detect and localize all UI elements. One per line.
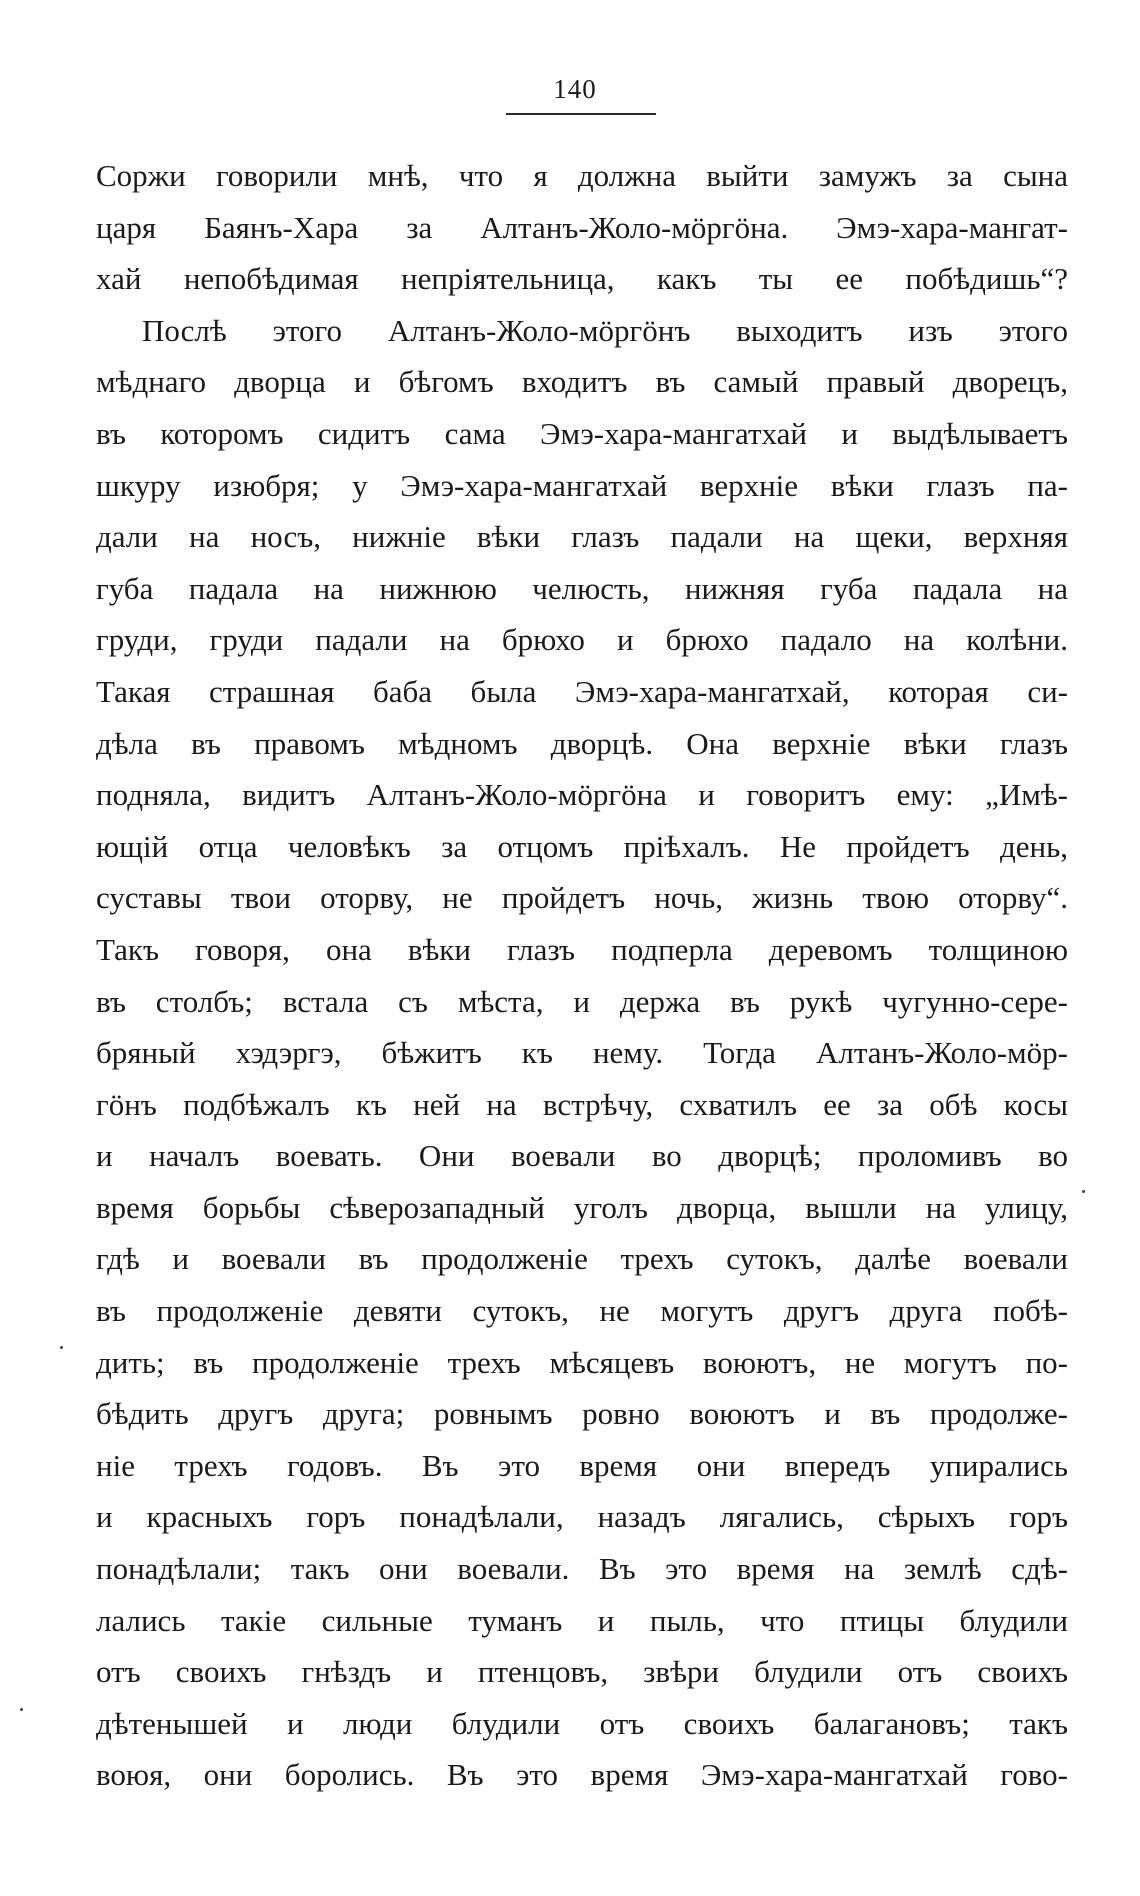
text-line: въ столбъ; встала съ мѣста, и держа въ рукѣ чугунно-сере-: [96, 983, 1068, 1019]
text-line: бряный хэдэргэ, бѣжитъ къ нему. Тогда Алтанъ-Жоло-мöр-: [96, 1035, 1068, 1071]
text-line: лались такіе сильные туманъ и пыль, что птицы блудили: [96, 1602, 1068, 1638]
text-line: и началъ воевать. Они воевали во дворцѣ; проломивъ во: [96, 1138, 1068, 1174]
text-line: губа падала на нижнюю челюсть, нижняя губа падала на: [96, 570, 1068, 606]
text-line: подняла, видитъ Алтанъ-Жоло-мöргöна и говоритъ ему: „Имѣ-: [96, 777, 1068, 813]
text-line: дѣтенышей и люди блудили отъ своихъ балагановъ; такъ: [96, 1705, 1068, 1741]
text-line: понадѣлали; такъ они воевали. Въ это время на землѣ сдѣ-: [96, 1551, 1068, 1587]
text-line: въ продолженіе девяти сутокъ, не могутъ другъ друга побѣ-: [96, 1293, 1068, 1329]
text-line: дить; въ продолженіе трехъ мѣсяцевъ воюютъ, не могутъ по-: [96, 1344, 1068, 1380]
scan-speck: [20, 1708, 23, 1711]
page-number-rule: [506, 113, 656, 115]
scan-speck: [60, 1346, 63, 1349]
text-line: груди, груди падали на брюхо и брюхо падало на колѣни.: [96, 622, 1068, 658]
text-line: царя Баянъ-Хара за Алтанъ-Жоло-мöргöна. Эмэ-хара-мангат-: [96, 209, 1068, 245]
text-line: ніе трехъ годовъ. Въ это время они впередъ упирались: [96, 1447, 1068, 1483]
text-line: дѣла въ правомъ мѣдномъ дворцѣ. Она верхніе вѣки глазъ: [96, 725, 1068, 761]
text-line: гдѣ и воевали въ продолженіе трехъ сутокъ, далѣе воевали: [96, 1241, 1068, 1277]
page-number: 140: [553, 74, 597, 104]
text-line: Такая страшная баба была Эмэ-хара-мангатхай, которая си-: [96, 673, 1068, 709]
text-line: Послѣ этого Алтанъ-Жоло-мöргöнъ выходитъ изъ этого: [142, 312, 1068, 348]
text-line: суставы твои оторву, не пройдетъ ночь, жизнь твою оторву“.: [96, 880, 1068, 916]
text-line: мѣднаго дворца и бѣгомъ входитъ въ самый правый дворецъ,: [96, 364, 1068, 400]
text-line: шкуру изюбря; у Эмэ-хара-мангатхай верхніе вѣки глазъ па-: [96, 467, 1068, 503]
text-line: Соржи говорили мнѣ, что я должна выйти замужъ за сына: [96, 158, 1068, 193]
text-line: дали на носъ, нижніе вѣки глазъ падали на щеки, верхняя: [96, 519, 1068, 555]
text-line: въ которомъ сидитъ сама Эмэ-хара-мангатхай и выдѣлываетъ: [96, 415, 1068, 451]
body-text: [96, 150, 1068, 1801]
text-line: Такъ говоря, она вѣки глазъ подперла деревомъ толщиною: [96, 931, 1068, 967]
text-line: и красныхъ горъ понадѣлали, назадъ лягались, сѣрыхъ горъ: [96, 1499, 1068, 1535]
text-line: время борьбы сѣверозападный уголъ дворца, вышли на улицу,: [96, 1189, 1068, 1225]
text-line: хай непобѣдимая непріятельница, какъ ты ее побѣдишь“?: [96, 261, 1068, 297]
text-line: воюя, они боролись. Въ это время Эмэ-хара-мангатхай гово-: [96, 1757, 1068, 1793]
text-line: бѣдить другъ друга; ровнымъ ровно воюютъ и въ продолже-: [96, 1396, 1068, 1432]
scan-speck: [1082, 1190, 1085, 1193]
text-line: отъ своихъ гнѣздъ и птенцовъ, звѣри блудили отъ своихъ: [96, 1654, 1068, 1690]
text-line: ющій отца человѣкъ за отцомъ пріѣхалъ. Не пройдетъ день,: [96, 828, 1068, 864]
text-line: гöнъ подбѣжалъ къ ней на встрѣчу, схватилъ ее за обѣ косы: [96, 1086, 1068, 1122]
